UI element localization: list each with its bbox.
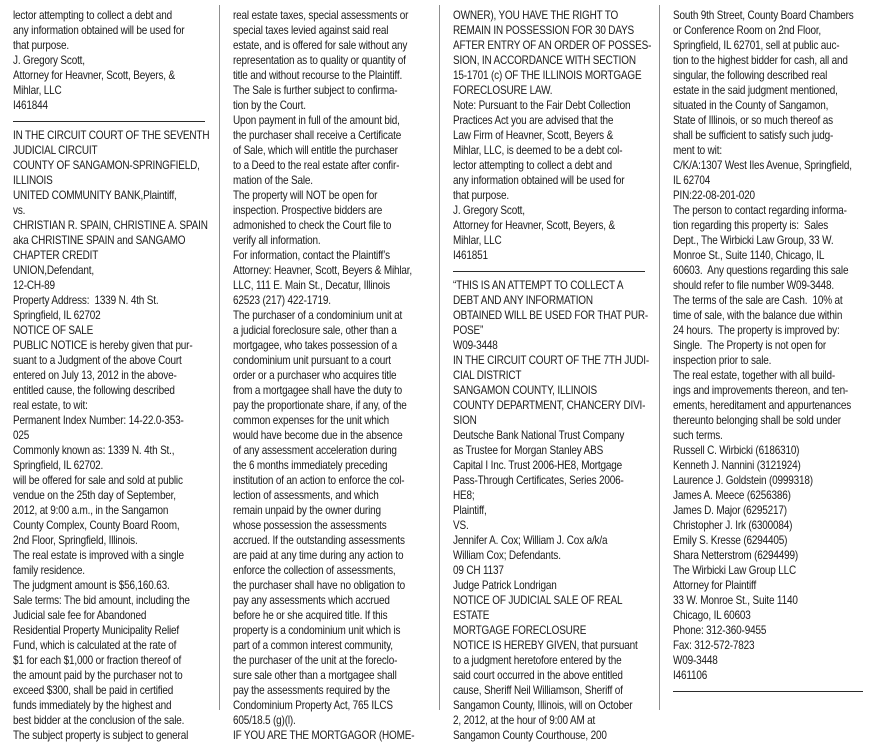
text-line: from a mortgagee shall have the duty to [233,384,402,397]
text-line: Permanent Index Number: 14-22.0-353- [13,414,184,427]
text-line: “THIS IS AN ATTEMPT TO COLLECT A [453,279,624,292]
text-line: ILLINOIS [13,174,53,187]
text-line: Sangamon County Courthouse, 200 [453,729,607,742]
text-line: Fund, which is calculated at the rate of [13,639,177,652]
text-line: I461844 [13,99,48,112]
text-line: The Sale is further subject to confirma- [233,84,398,97]
text-line: Condominium Property Act, 765 ILCS [233,699,393,712]
text-line: cause, Sheriff Neil Williamson, Sheriff of [453,684,623,697]
text-line: tion regarding this property is: Sales [673,219,829,232]
text-line: IN THE CIRCUIT COURT OF THE SEVENTH [13,129,210,142]
text-line: best bidder at the conclusion of the sale. [13,714,185,727]
text-line: OBTAINED WILL BE USED FOR THAT PUR- [453,309,649,322]
text-line: I461851 [453,249,488,262]
text-line: 605/18.5 (g)(l). [233,714,296,727]
text-line: Residential Property Municipality Relief [13,624,180,637]
text-line: Jennifer A. Cox; William J. Cox a/k/a [453,534,608,547]
text-line: suant to a Judgment of the above Court [13,354,182,367]
text-line: Upon payment in full of the amount bid, [233,114,400,127]
text-line: $1 for each $1,000 or fraction thereof of [13,654,182,667]
text-line: 025 [13,429,30,442]
text-line: part of a common interest community, [233,639,393,652]
text-line: ings and improvements thereon, and ten- [673,384,849,397]
text-line: COUNTY OF SANGAMON-SPRINGFIELD, [13,159,200,172]
text-line: OWNER), YOU HAVE THE RIGHT TO [453,9,619,22]
text-line: the purchaser shall receive a Certificate [233,129,402,142]
notice-column-1 [0,5,220,742]
text-line: The purchaser of a condominium unit at [233,309,403,322]
text-line: CHRISTIAN R. SPAIN, CHRISTINE A. SPAIN [13,219,208,232]
text-line: 2nd Floor, Springfield, Illinois. [13,534,138,547]
text-line: Attorney for Plaintiff [673,579,757,592]
text-line: Sale terms: The bid amount, including the [13,594,190,607]
text-line: vendue on the 25th day of September, [13,489,176,502]
text-line: exceed $300, shall be paid in certified [13,684,174,697]
text-line: inspection. Prospective bidders are [233,204,383,217]
text-line: State of Illinois, or so much thereof as [673,114,833,127]
text-line: that purpose. [453,189,509,202]
text-line: order or a purchaser who acquires title [233,369,397,382]
text-line: shall be sufficient to satisfy such judg- [673,129,834,142]
notice-divider [13,113,209,128]
text-line: ements, hereditament and appurtenances [673,399,852,412]
text-line: Emily S. Kresse (6294405) [673,534,788,547]
text-line: REMAIN IN POSSESSION FOR 30 DAYS [453,24,635,37]
text-line: J. Gregory Scott, [453,204,525,217]
text-line: lector attempting to collect a debt and [453,159,613,172]
text-line: 2012, at 9:00 a.m., in the Sangamon [13,504,169,517]
text-line: pay the assessments required by the [233,684,390,697]
text-line: whose possession the assessments [233,519,387,532]
text-line: tion by the Court. [233,99,306,112]
text-line: would have become due in the absence [233,429,403,442]
text-line: sure sale other than a mortgagee shall [233,669,397,682]
text-line: Judge Patrick Londrigan [453,579,557,592]
text-line: mation of the Sale. [233,174,313,187]
text-line: The real estate is improved with a single [13,549,184,562]
text-line: FORECLOSURE LAW. [453,84,553,97]
text-line: Fax: 312-572-7823 [673,639,755,652]
text-line: JUDICIAL CIRCUIT [13,144,98,157]
text-line: will be offered for sale and sold at public [13,474,183,487]
text-line: IL 62704 [673,174,711,187]
text-line: institution of an action to enforce the col- [233,474,405,487]
text-line: Phone: 312-360-9455 [673,624,767,637]
text-line: family residence. [13,564,85,577]
text-line: Deutsche Bank National Trust Company [453,429,625,442]
text-line: Mihlar, LLC [453,234,502,247]
text-line: thereunto belonging shall be sold under [673,414,841,427]
text-line: accrued. If the outstanding assessments [233,534,405,547]
text-line: 12-CH-89 [13,279,55,292]
text-line: a judicial foreclosure sale, other than a [233,324,397,337]
text-line: estate, and is offered for sale without any [233,39,408,52]
text-line: time of sale, with the balance due within [673,309,843,322]
text-line: pay the proportionate share, if any, of the [233,399,407,412]
text-line: Pass-Through Certificates, Series 2006- [453,474,624,487]
text-line: Judicial sale fee for Abandoned [13,609,147,622]
text-line: For information, contact the Plaintiff’s [233,249,390,262]
text-line: any information obtained will be used for [13,24,185,37]
text-line: 24 hours. The property is improved by: [673,324,840,337]
text-line: 60603. Any questions regarding this sale [673,264,849,277]
text-line: The person to contact regarding informa- [673,204,847,217]
text-line: VS. [453,519,469,532]
text-line: real estate taxes, special assessments or [233,9,409,22]
text-line: real estate, to wit: [13,399,88,412]
notice-column-3 [440,5,660,742]
text-line: to a judgment heretofore entered by the [453,654,622,667]
text-line: The property will NOT be open for [233,189,378,202]
text-line: W09-3448 [673,654,718,667]
text-line: Monroe St., Suite 1140, Chicago, IL [673,249,825,262]
text-line: estate in the said judgment mentioned, [673,84,838,97]
text-line: Mihlar, LLC, is deemed to be a debt col- [453,144,623,157]
text-line: POSE” [453,324,484,337]
text-line: 62523 (217) 422-1719. [233,294,331,307]
text-line: aka CHRISTINE SPAIN and SANGAMO [13,234,186,247]
text-line: or Conference Room on 2nd Floor, [673,24,822,37]
text-line: the 6 months immediately preceding [233,459,388,472]
text-line: tion to the highest bidder for cash, all and [673,54,848,67]
notice-column-2 [220,5,440,742]
text-line: AFTER ENTRY OF AN ORDER OF POSSES- [453,39,652,52]
text-line: the purchaser of the unit at the foreclo- [233,654,398,667]
text-line: CIAL DISTRICT [453,369,522,382]
text-line: William Cox; Defendants. [453,549,561,562]
text-line: PIN:22-08-201-020 [673,189,755,202]
text-line: Law Firm of Heavner, Scott, Beyers & [453,129,614,142]
text-line: before he or she acquired title. If this [233,609,388,622]
text-line: the purchaser shall have no obligation to [233,579,405,592]
text-line: COUNTY DEPARTMENT, CHANCERY DIVI- [453,399,646,412]
text-line: property is a condominium unit which is [233,624,401,637]
text-line: IF YOU ARE THE MORTGAGOR (HOME- [233,729,415,742]
text-line: Springfield, IL 62702 [13,309,101,322]
text-line: condominium unit pursuant to a court [233,354,391,367]
text-line: admonished to check the Court file to [233,219,392,232]
text-line: pay any assessments which accrued [233,594,390,607]
text-line: UNITED COMMUNITY BANK,Plaintiff, [13,189,177,202]
text-line: special taxes levied against said real [233,24,389,37]
text-line: DEBT AND ANY INFORMATION [453,294,593,307]
text-line: CHAPTER CREDIT [13,249,99,262]
text-line: 09 CH 1137 [453,564,504,577]
text-line: said court occurred in the above entitled [453,669,623,682]
text-line: common expenses for the unit which [233,414,389,427]
text-line: Mihlar, LLC [13,84,62,97]
text-line: Practices Act you are advised that the [453,114,614,127]
text-line: C/K/A:1307 West Iles Avenue, Springfield, [673,159,852,172]
text-line: NOTICE IS HEREBY GIVEN, that pursuant [453,639,638,652]
text-line: vs. [13,204,26,217]
text-line: such terms. [673,429,723,442]
text-line: UNION,Defendant, [13,264,94,277]
text-line: Laurence J. Goldstein (0999318) [673,474,813,487]
text-line: James A. Meece (6256386) [673,489,791,502]
text-line: SION, IN ACCORDANCE WITH SECTION [453,54,636,67]
text-line: SION [453,414,477,427]
text-line: inspection prior to sale. [673,354,772,367]
text-line: Springfield, IL 62701, sell at public auc- [673,39,840,52]
text-line: Shara Netterstrom (6294499) [673,549,799,562]
text-line: The terms of the sale are Cash. 10% at [673,294,843,307]
text-line: are paid at any time during any action to [233,549,404,562]
text-line: Russell C. Wirbicki (6186310) [673,444,800,457]
text-line: The real estate, together with all build- [673,369,835,382]
text-line: Commonly known as: 1339 N. 4th St., [13,444,175,457]
text-line: entered on July 13, 2012 in the above- [13,369,177,382]
notice-divider [673,683,867,698]
text-line: remain unpaid by the owner during [233,504,381,517]
text-line: Sangamon County, Illinois, will on October [453,699,633,712]
text-line: Plaintiff, [453,504,487,517]
text-line: representation as to quality or quantity of [233,54,406,67]
text-line: verify all information. [233,234,321,247]
text-line: Capital I Inc. Trust 2006-HE8, Mortgage [453,459,622,472]
text-line: enforce the collection of assessments, [233,564,396,577]
text-line: that purpose. [13,39,69,52]
text-line: NOTICE OF SALE [13,324,94,337]
text-line: County Complex, County Board Room, [13,519,180,532]
text-line: situated in the County of Sangamon, [673,99,829,112]
text-line: LLC, 111 E. Main St., Decatur, Illinois [233,279,390,292]
text-line: ESTATE [453,609,490,622]
text-line: lection of assessments, and which [233,489,379,502]
text-line: entitled cause, the following described [13,384,175,397]
text-line: The Wirbicki Law Group LLC [673,564,796,577]
text-line: South 9th Street, County Board Chambers [673,9,854,22]
text-line: PUBLIC NOTICE is hereby given that pur- [13,339,193,352]
text-line: Attorney: Heavner, Scott, Beyers & Mihlar, [233,264,412,277]
text-line: ment to wit: [673,144,722,157]
text-line: Attorney for Heavner, Scott, Beyers, & [453,219,615,232]
text-line: Kenneth J. Nannini (3121924) [673,459,801,472]
text-line: HE8; [453,489,475,502]
text-line: Attorney for Heavner, Scott, Beyers, & [13,69,175,82]
text-line: as Trustee for Morgan Stanley ABS [453,444,604,457]
notice-column-4 [660,5,877,710]
text-line: MORTGAGE FORECLOSURE [453,624,587,637]
text-line: The judgment amount is $56,160.63. [13,579,170,592]
text-line: funds immediately by the highest and [13,699,172,712]
text-line: James D. Major (6295217) [673,504,787,517]
text-line: 2, 2012, at the hour of 9:00 AM at [453,714,596,727]
text-line: Property Address: 1339 N. 4th St. [13,294,159,307]
text-line: Christopher J. Irk (6300084) [673,519,793,532]
text-line: mortgagee, who takes possession of a [233,339,397,352]
text-line: singular, the following described real [673,69,828,82]
text-line: lector attempting to collect a debt and [13,9,173,22]
text-line: The subject property is subject to general [13,729,189,742]
text-line: Single. The Property is not open for [673,339,827,352]
text-line: Springfield, IL 62702. [13,459,104,472]
text-line: any information obtained will be used for [453,174,625,187]
text-line: Chicago, IL 60603 [673,609,751,622]
text-line: SANGAMON COUNTY, ILLINOIS [453,384,598,397]
text-line: the amount paid by the purchaser not to [13,669,183,682]
text-line: Note: Pursuant to the Fair Debt Collection [453,99,631,112]
text-line: should refer to file number W09-3448. [673,279,835,292]
text-line: Dept., The Wirbicki Law Group, 33 W. [673,234,834,247]
text-line: I461106 [673,669,708,682]
text-line: title and without recourse to the Plaintiff. [233,69,403,82]
notice-divider [453,263,649,278]
text-line: of any assessment acceleration during [233,444,397,457]
text-line: W09-3448 [453,339,498,352]
text-line: J. Gregory Scott, [13,54,85,67]
text-line: 33 W. Monroe St., Suite 1140 [673,594,798,607]
text-line: 15-1701 (c) OF THE ILLINOIS MORTGAGE [453,69,642,82]
text-line: NOTICE OF JUDICIAL SALE OF REAL [453,594,623,607]
text-line: of Sale, which will entitle the purchaser [233,144,398,157]
text-line: IN THE CIRCUIT COURT OF THE 7TH JUDI- [453,354,650,367]
text-line: to a Deed to the real estate after confir- [233,159,400,172]
